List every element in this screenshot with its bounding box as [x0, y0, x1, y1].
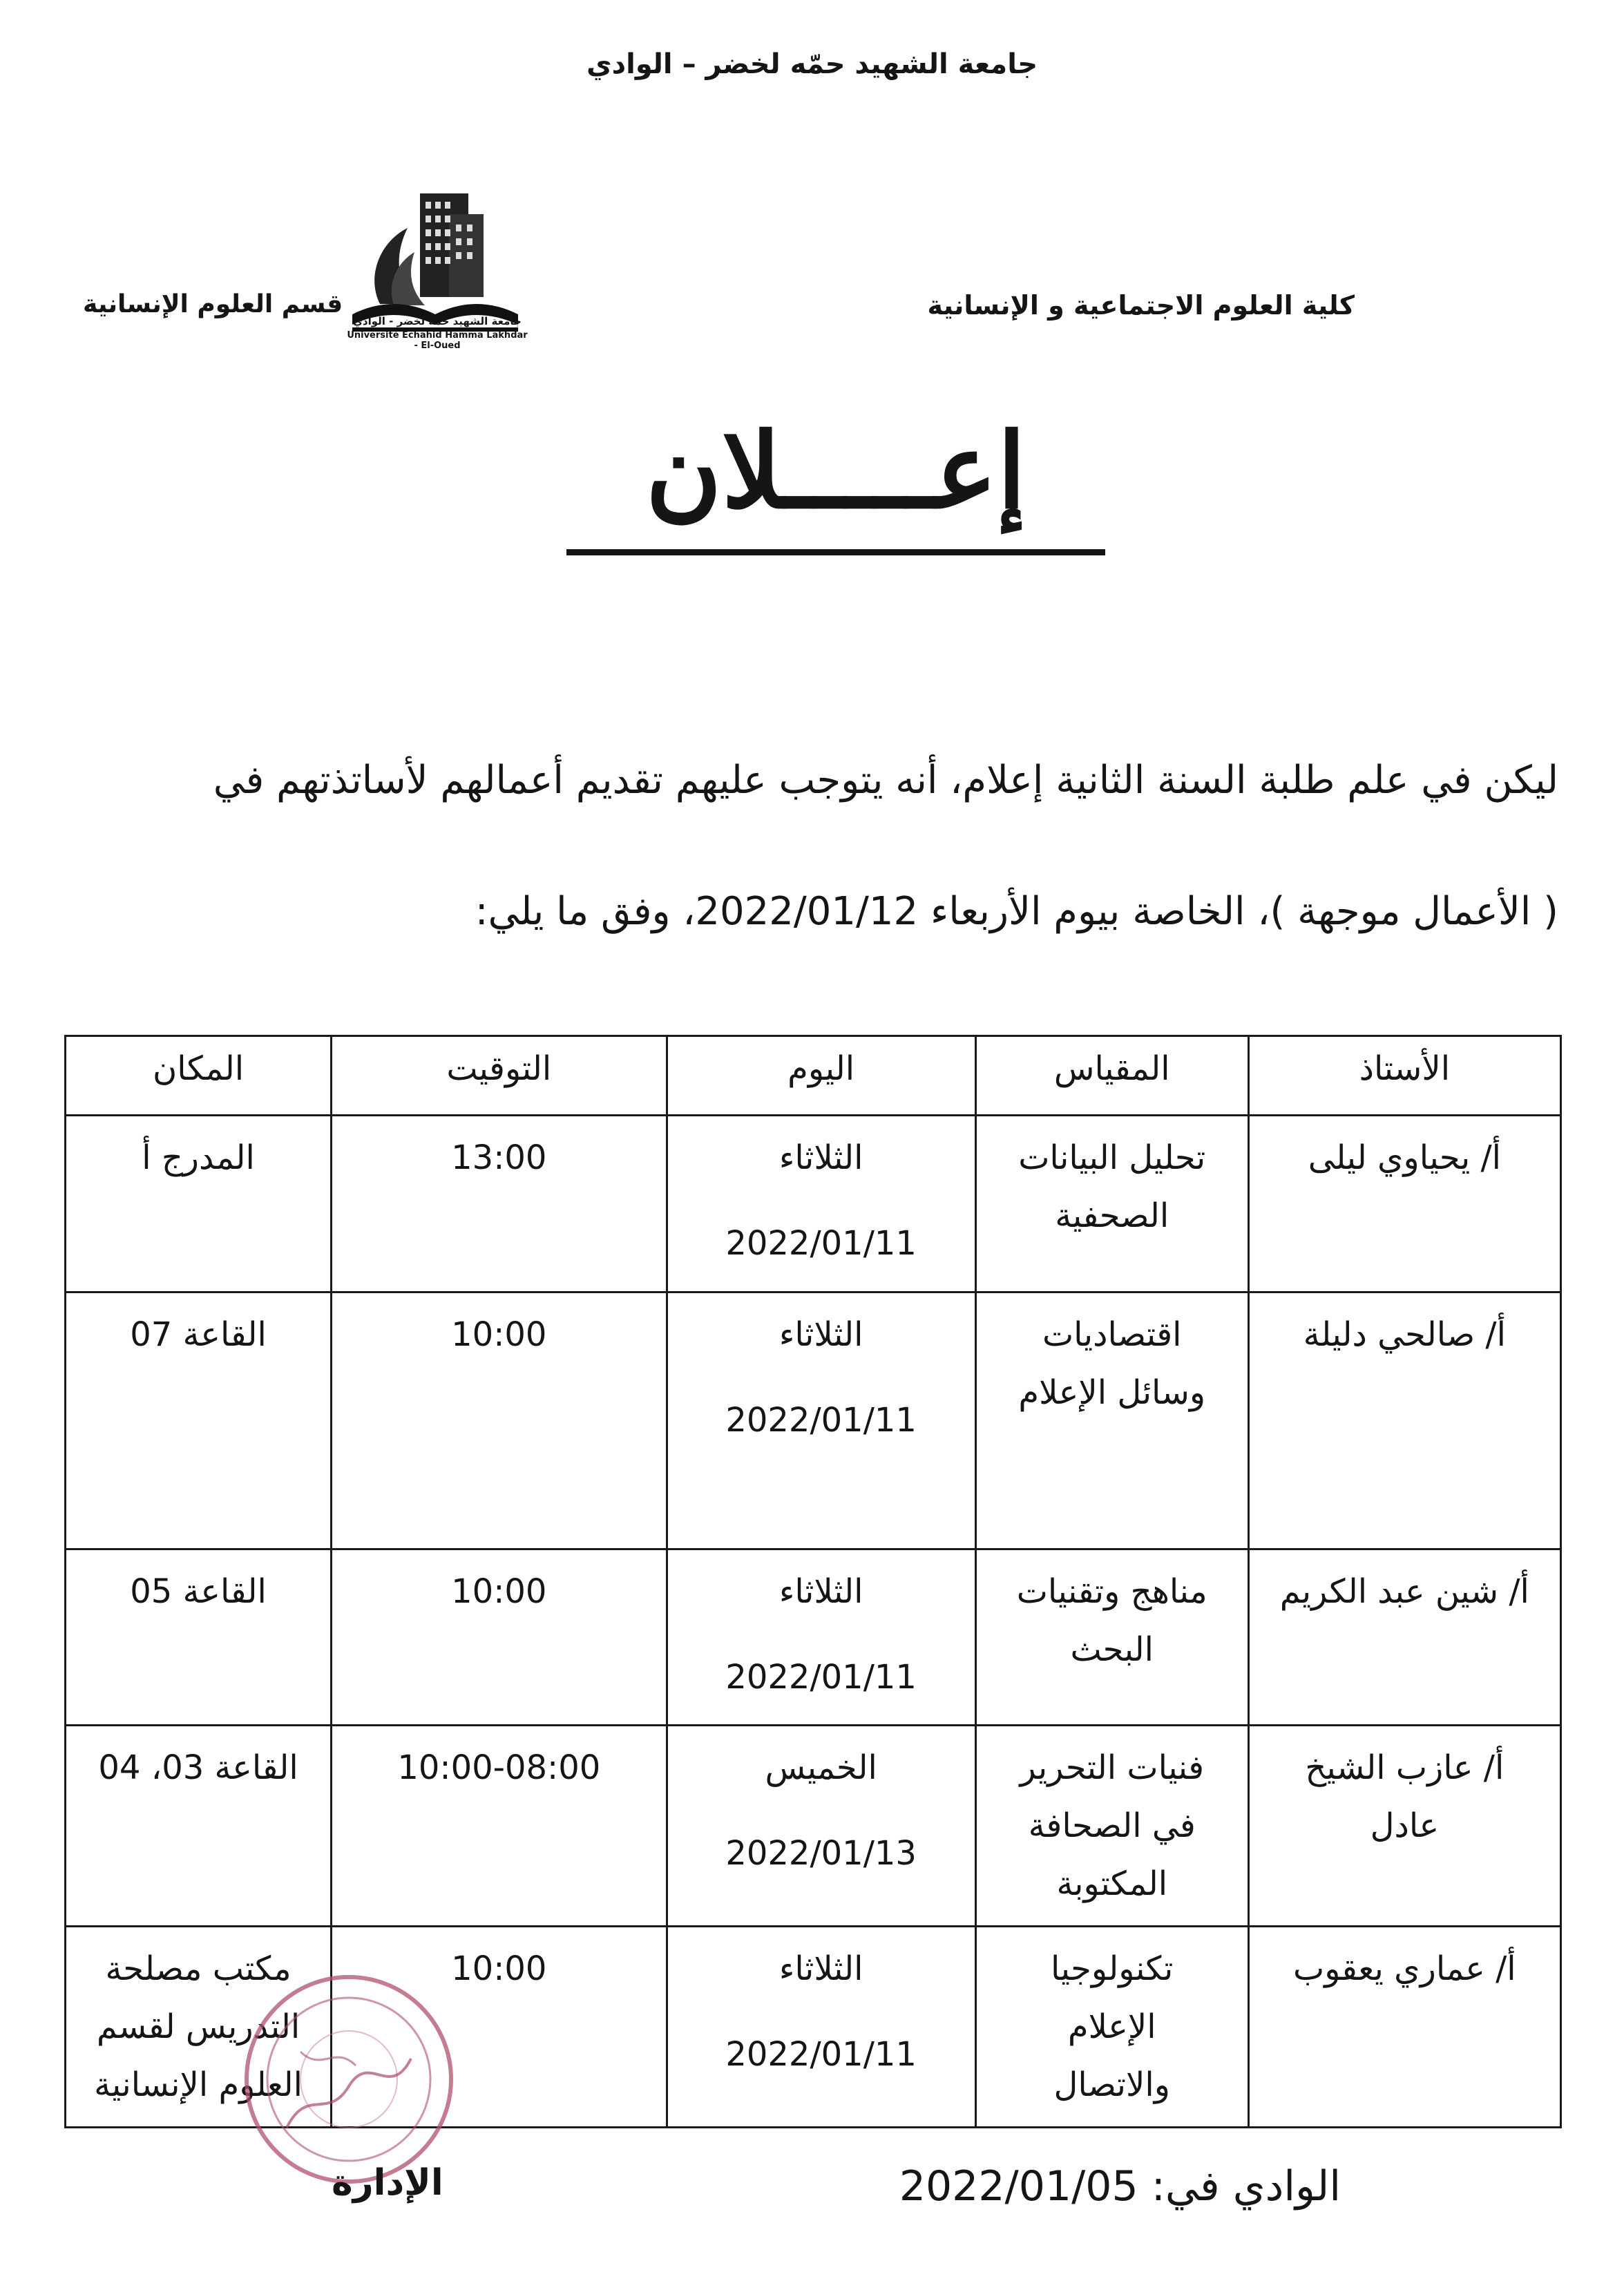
cell-place — [66, 1726, 332, 1927]
department-name: قسم العلوم الإنسانية — [83, 290, 343, 318]
cell-line: أ/ شين عبد الكريم — [1279, 1572, 1529, 1611]
issue-date: الوادي في: 2022/01/05 — [899, 2162, 1341, 2211]
day-date: 2022/01/13 — [725, 1834, 917, 1873]
cell-line: 10:00 — [451, 1572, 547, 1611]
cell-line: المدرج أ — [142, 1138, 255, 1177]
cell-line: فنيات التحرير — [1020, 1748, 1205, 1787]
cell-professor — [1248, 1116, 1560, 1292]
day-name: الثلاثاء — [778, 1572, 863, 1611]
university-name: جامعة الشهيد حمّه لخضر – الوادي — [586, 48, 1038, 80]
cell-line: الإعلام — [1067, 2007, 1156, 2046]
day-date: 2022/01/11 — [725, 1224, 917, 1263]
cell-place — [66, 1292, 332, 1549]
cell-line: مكتب مصلحة — [105, 1949, 292, 1988]
column-header-module: المقياس — [975, 1036, 1248, 1116]
cell-day — [667, 1726, 975, 1927]
column-header-professor: الأستاذ — [1248, 1036, 1560, 1116]
cell-time — [332, 1549, 667, 1726]
cell-module — [975, 1292, 1248, 1549]
day-date: 2022/01/11 — [725, 2035, 917, 2074]
announcement-title: إعـــــلان — [645, 410, 1026, 532]
cell-line: الصحفية — [1055, 1196, 1169, 1235]
cell-line: تكنولوجيا — [1051, 1949, 1174, 1988]
cell-time — [332, 1116, 667, 1292]
table-header-row — [66, 1036, 1561, 1116]
title-underline — [566, 549, 1105, 555]
cell-module — [975, 1927, 1248, 2128]
table-row — [66, 1726, 1561, 1927]
cell-line: البحث — [1070, 1630, 1154, 1669]
day-name: الخميس — [765, 1748, 877, 1787]
cell-day — [667, 1116, 975, 1292]
stamp-seal-icon — [238, 1969, 459, 2190]
cell-line: اقتصاديات — [1042, 1315, 1182, 1354]
column-header-place: المكان — [66, 1036, 332, 1116]
cell-time — [332, 1726, 667, 1927]
day-name: الثلاثاء — [778, 1315, 863, 1354]
cell-line: أ/ عازب الشيخ — [1305, 1748, 1504, 1787]
cell-professor — [1248, 1927, 1560, 2128]
cell-place — [66, 1116, 332, 1292]
cell-professor — [1248, 1292, 1560, 1549]
cell-line: القاعة 03، 04 — [98, 1748, 298, 1787]
cell-module — [975, 1726, 1248, 1927]
day-name: الثلاثاء — [778, 1949, 863, 1988]
cell-line: 13:00 — [451, 1138, 547, 1177]
cell-line: أ/ صالحي دليلة — [1303, 1315, 1506, 1354]
logo-caption-latin: Université Echahid Hamma Lakhdar - El-Oued — [347, 330, 528, 351]
cell-line: أ/ عماري يعقوب — [1293, 1949, 1516, 1988]
cell-line: في الصحافة — [1028, 1806, 1196, 1845]
cell-professor — [1248, 1549, 1560, 1726]
cell-line: وسائل الإعلام — [1018, 1373, 1206, 1412]
cell-line: القاعة 07 — [130, 1315, 267, 1354]
table-row — [66, 1116, 1561, 1292]
cell-place — [66, 1549, 332, 1726]
cell-time — [332, 1292, 667, 1549]
cell-module — [975, 1549, 1248, 1726]
cell-day — [667, 1927, 975, 2128]
cell-line: أ/ يحياوي ليلى — [1308, 1138, 1501, 1177]
official-stamp — [238, 1969, 459, 2190]
cell-line: المكتوبة — [1056, 1864, 1168, 1903]
cell-day — [667, 1292, 975, 1549]
cell-line: التدريس لقسم — [96, 2007, 300, 2046]
announcement-text-line-2: ( الأعمال موجهة )، الخاصة بيوم الأربعاء 2022/01/12، وفق ما يلي: — [475, 889, 1558, 934]
day-date: 2022/01/11 — [725, 1401, 917, 1440]
day-date: 2022/01/11 — [725, 1658, 917, 1697]
university-logo-graphic — [338, 187, 532, 380]
table-row — [66, 1549, 1561, 1726]
table-row — [66, 1292, 1561, 1549]
cell-line: 10:00-08:00 — [397, 1748, 601, 1787]
cell-line: القاعة 05 — [130, 1572, 267, 1611]
cell-line: العلوم الإنسانية — [94, 2065, 303, 2104]
cell-module — [975, 1116, 1248, 1292]
administration-signature: الإدارة — [332, 2162, 443, 2204]
cell-line: والاتصال — [1053, 2065, 1170, 2104]
university-logo — [338, 187, 532, 380]
cell-line: 10:00 — [451, 1315, 547, 1354]
cell-line: مناهج وتقنيات — [1016, 1572, 1207, 1611]
logo-caption-arabic: جامعة الشهيد حمّه لخضر - الوادي — [353, 315, 522, 327]
column-header-day: اليوم — [667, 1036, 975, 1116]
day-name: الثلاثاء — [778, 1138, 863, 1177]
cell-line: عادل — [1370, 1806, 1440, 1845]
cell-day — [667, 1549, 975, 1726]
schedule-table — [64, 1035, 1562, 2128]
announcement-text-line-1: ليكن في علم طلبة السنة الثانية إعلام، أنه يتوجب عليهم تقديم أعمالهم لأساتذتهم في — [213, 758, 1558, 803]
cell-professor — [1248, 1726, 1560, 1927]
faculty-name: كلية العلوم الاجتماعية و الإنسانية — [927, 290, 1355, 321]
cell-line: تحليل البيانات — [1018, 1138, 1206, 1177]
column-header-time: التوقيت — [332, 1036, 667, 1116]
cell-line: 10:00 — [451, 1949, 547, 1988]
